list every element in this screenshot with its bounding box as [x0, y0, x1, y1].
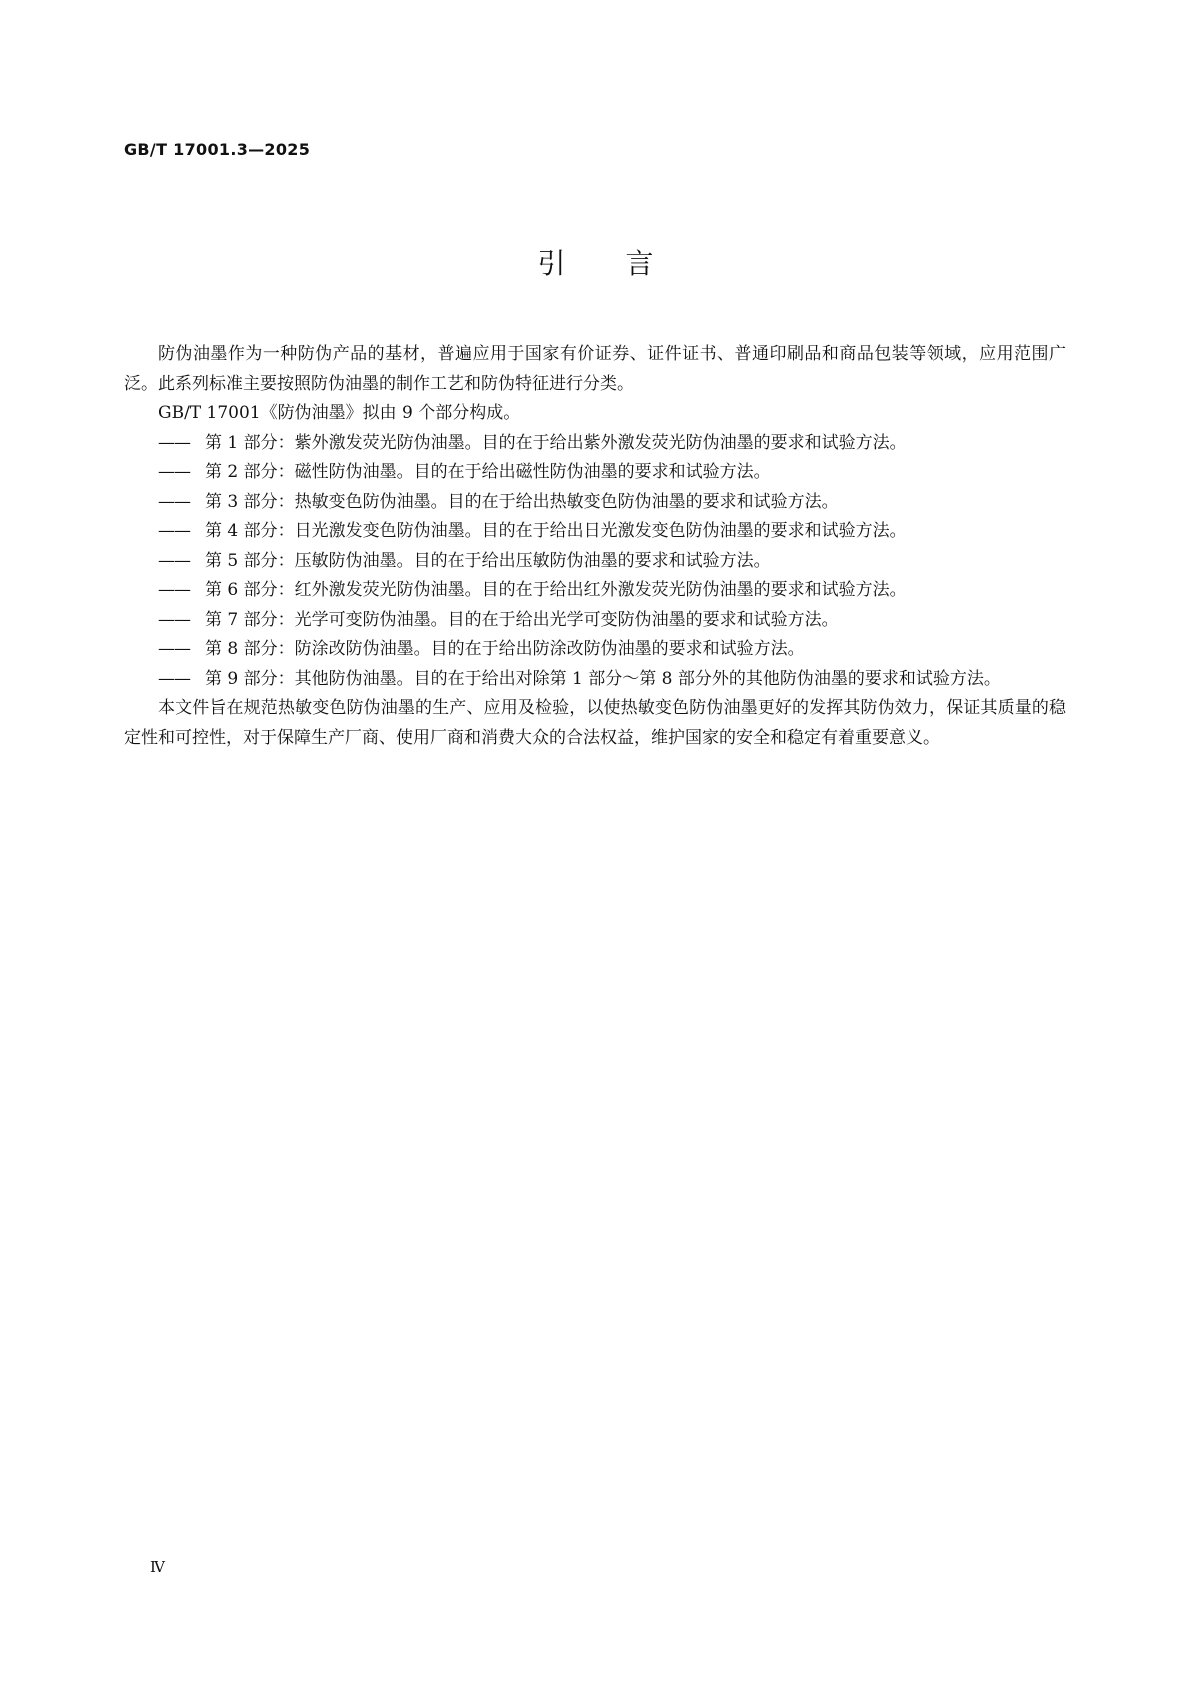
document-body — [124, 340, 1066, 753]
part-text: 第 5 部分：压敏防伪油墨。目的在于给出压敏防伪油墨的要求和试验方法。 — [205, 550, 771, 571]
list-dash: —— — [158, 609, 190, 630]
intro-paragraph: 防伪油墨作为一种防伪产品的基材，普遍应用于国家有价证券、证件证书、普通印刷品和商品包装等领域，应用范围广泛。此系列标准主要按照防伪油墨的制作工艺和防伪特征进行分类。 — [124, 344, 1066, 394]
part-list-item — [124, 635, 1066, 665]
part-list-item — [124, 606, 1066, 636]
part-list-item — [124, 576, 1066, 606]
page-number: Ⅳ — [150, 1558, 165, 1576]
part-text: 第 1 部分：紫外激发荧光防伪油墨。目的在于给出紫外激发荧光防伪油墨的要求和试验方法。 — [205, 432, 907, 453]
list-dash: —— — [158, 521, 190, 541]
list-dash: —— — [158, 550, 190, 571]
part-list-item — [124, 488, 1066, 518]
part-text: 第 6 部分：红外激发荧光防伪油墨。目的在于给出红外激发荧光防伪油墨的要求和试验方法。 — [205, 580, 907, 600]
list-dash: —— — [158, 668, 190, 689]
closing-paragraph: 本文件旨在规范热敏变色防伪油墨的生产、应用及检验，以使热敏变色防伪油墨更好的发挥其防伪效力，保证其质量的稳定性和可控性，对于保障生产厂商、使用厂商和消费大众的合法权益，维护国家的安全和稳定有着重要意义。 — [124, 698, 1066, 748]
part-list-item — [124, 429, 1066, 459]
part-text: 第 3 部分：热敏变色防伪油墨。目的在于给出热敏变色防伪油墨的要求和试验方法。 — [205, 491, 839, 512]
part-list-item — [124, 665, 1066, 695]
part-list-item — [124, 547, 1066, 577]
list-dash: —— — [158, 580, 190, 600]
list-dash: —— — [158, 432, 190, 453]
part-text: 第 8 部分：防涂改防伪油墨。目的在于给出防涂改防伪油墨的要求和试验方法。 — [205, 639, 805, 659]
list-dash: —— — [158, 491, 190, 512]
part-list-item — [124, 458, 1066, 488]
page-title: 引言 — [537, 247, 714, 280]
intro-paragraph: GB/T 17001《防伪油墨》拟由 9 个部分构成。 — [158, 403, 521, 423]
list-dash: —— — [158, 462, 190, 482]
list-dash: —— — [158, 639, 190, 659]
part-text: 第 9 部分：其他防伪油墨。目的在于给出对除第 1 部分～第 8 部分外的其他防伪油墨的要求和试验方法。 — [205, 668, 1001, 689]
part-text: 第 2 部分：磁性防伪油墨。目的在于给出磁性防伪油墨的要求和试验方法。 — [205, 462, 771, 482]
standard-code: GB/T 17001.3—2025 — [124, 140, 311, 159]
part-list-item — [124, 517, 1066, 547]
part-text: 第 4 部分：日光激发变色防伪油墨。目的在于给出日光激发变色防伪油墨的要求和试验方法。 — [205, 521, 907, 541]
part-text: 第 7 部分：光学可变防伪油墨。目的在于给出光学可变防伪油墨的要求和试验方法。 — [205, 609, 839, 630]
